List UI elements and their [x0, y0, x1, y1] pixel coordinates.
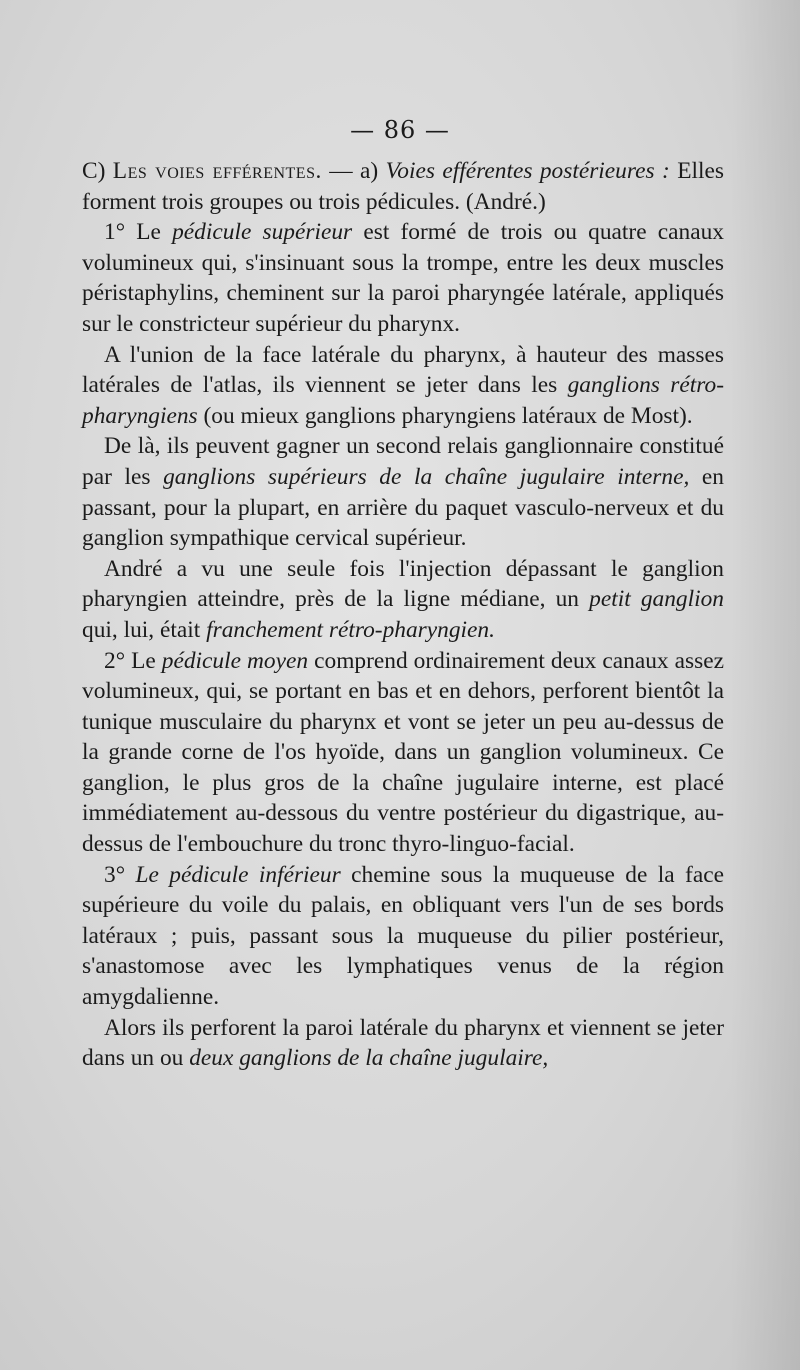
text-run: Voies efférentes postérieures : — [385, 158, 670, 184]
text-run: deux ganglions de la chaîne jugulaire, — [189, 1045, 549, 1072]
text-run: — a) — [321, 158, 386, 184]
page-number: — 86 — — [350, 116, 450, 144]
text-run: en passant, pour la plupart, en arrière du paquet vasculo-nerveux et du ganglion sympathique cervical supérieur. — [82, 463, 725, 552]
para-pedicule-moyen — [82, 646, 724, 860]
text-run: est formé de trois ou quatre canaux volumineux qui, s'insinuant sous la trompe, entre les deux muscles péristaphylins, cheminent sur la paroi pharyngée latérale, appliqués sur le constricteur supérieur du pharynx. — [82, 219, 725, 337]
text-run: A l'union de la face latérale du pharynx, à hauteur des masses latérales de l'atlas, ils viennent se jeter dans les — [82, 341, 724, 399]
text-run: petit ganglion — [589, 586, 724, 613]
text-run: chemine sous la muqueuse de la face supérieure du voile du palais, en obliquant vers l'un de ses bords latéraux ; puis, passant sous la muqueuse du pilier postérieur, s'anastomose avec les lymphatiques venus de la région amygdalienne. — [82, 861, 724, 1011]
text-run: ganglions rétro-pharyngiens — [82, 372, 724, 429]
text-run: 3° — [104, 861, 136, 888]
text-run: Elles forment trois groupes ou trois pédicules. (André.) — [82, 158, 724, 215]
text-run: André a vu une seule fois l'injection dépassant le ganglion pharyngien atteindre, près de la ligne médiane, un — [82, 555, 724, 613]
text-run: Alors ils perforent la paroi latérale du pharynx et viennent se jeter dans un ou — [82, 1014, 724, 1072]
text-run: De là, ils peuvent gagner un second relais ganglionnaire constitué par les — [82, 433, 724, 490]
para-alors-perforent — [82, 1013, 724, 1074]
text-run: 1° Le — [104, 219, 173, 246]
para-andre-injection — [82, 554, 724, 646]
para-pedicule-superieur — [82, 217, 724, 339]
text-run: pédicule moyen — [161, 647, 309, 674]
text-run: 2° Le — [104, 647, 162, 674]
text-run: qui, lui, était — [82, 616, 207, 643]
page-edge-shadow — [730, 0, 800, 1370]
text-run: C) — [82, 158, 113, 184]
para-pedicule-inferieur — [82, 860, 724, 1013]
text-run: Le pédicule inférieur — [135, 861, 341, 888]
para-voies-efferentes — [82, 156, 724, 217]
body-text — [82, 156, 724, 1074]
text-run: comprend ordinairement deux canaux assez volumineux, qui, se portant en bas et en dehors, perforent bientôt la tunique musculaire du pharynx et vont se jeter un peu au-dessus de la grande corne de l'os hyoïde, dans un ganglion volumineux. Ce ganglion, le plus gros de la chaîne jugulaire interne, est placé immédiatement au-dessous du ventre postérieur du digastrique, au-dessus de l'embouchure du tronc thyro-linguo-facial. — [82, 647, 725, 858]
text-run: ganglions supérieurs de la chaîne jugulaire interne, — [163, 463, 690, 490]
para-union-face-laterale — [82, 340, 724, 432]
text-run: Les voies efférentes. — [112, 158, 322, 184]
text-run: pédicule supérieur — [172, 219, 353, 246]
para-second-relais — [82, 431, 724, 553]
text-run: (ou mieux ganglions pharyngiens latéraux de Most). — [197, 402, 693, 429]
text-run: franchement rétro-pharyngien. — [206, 616, 495, 643]
